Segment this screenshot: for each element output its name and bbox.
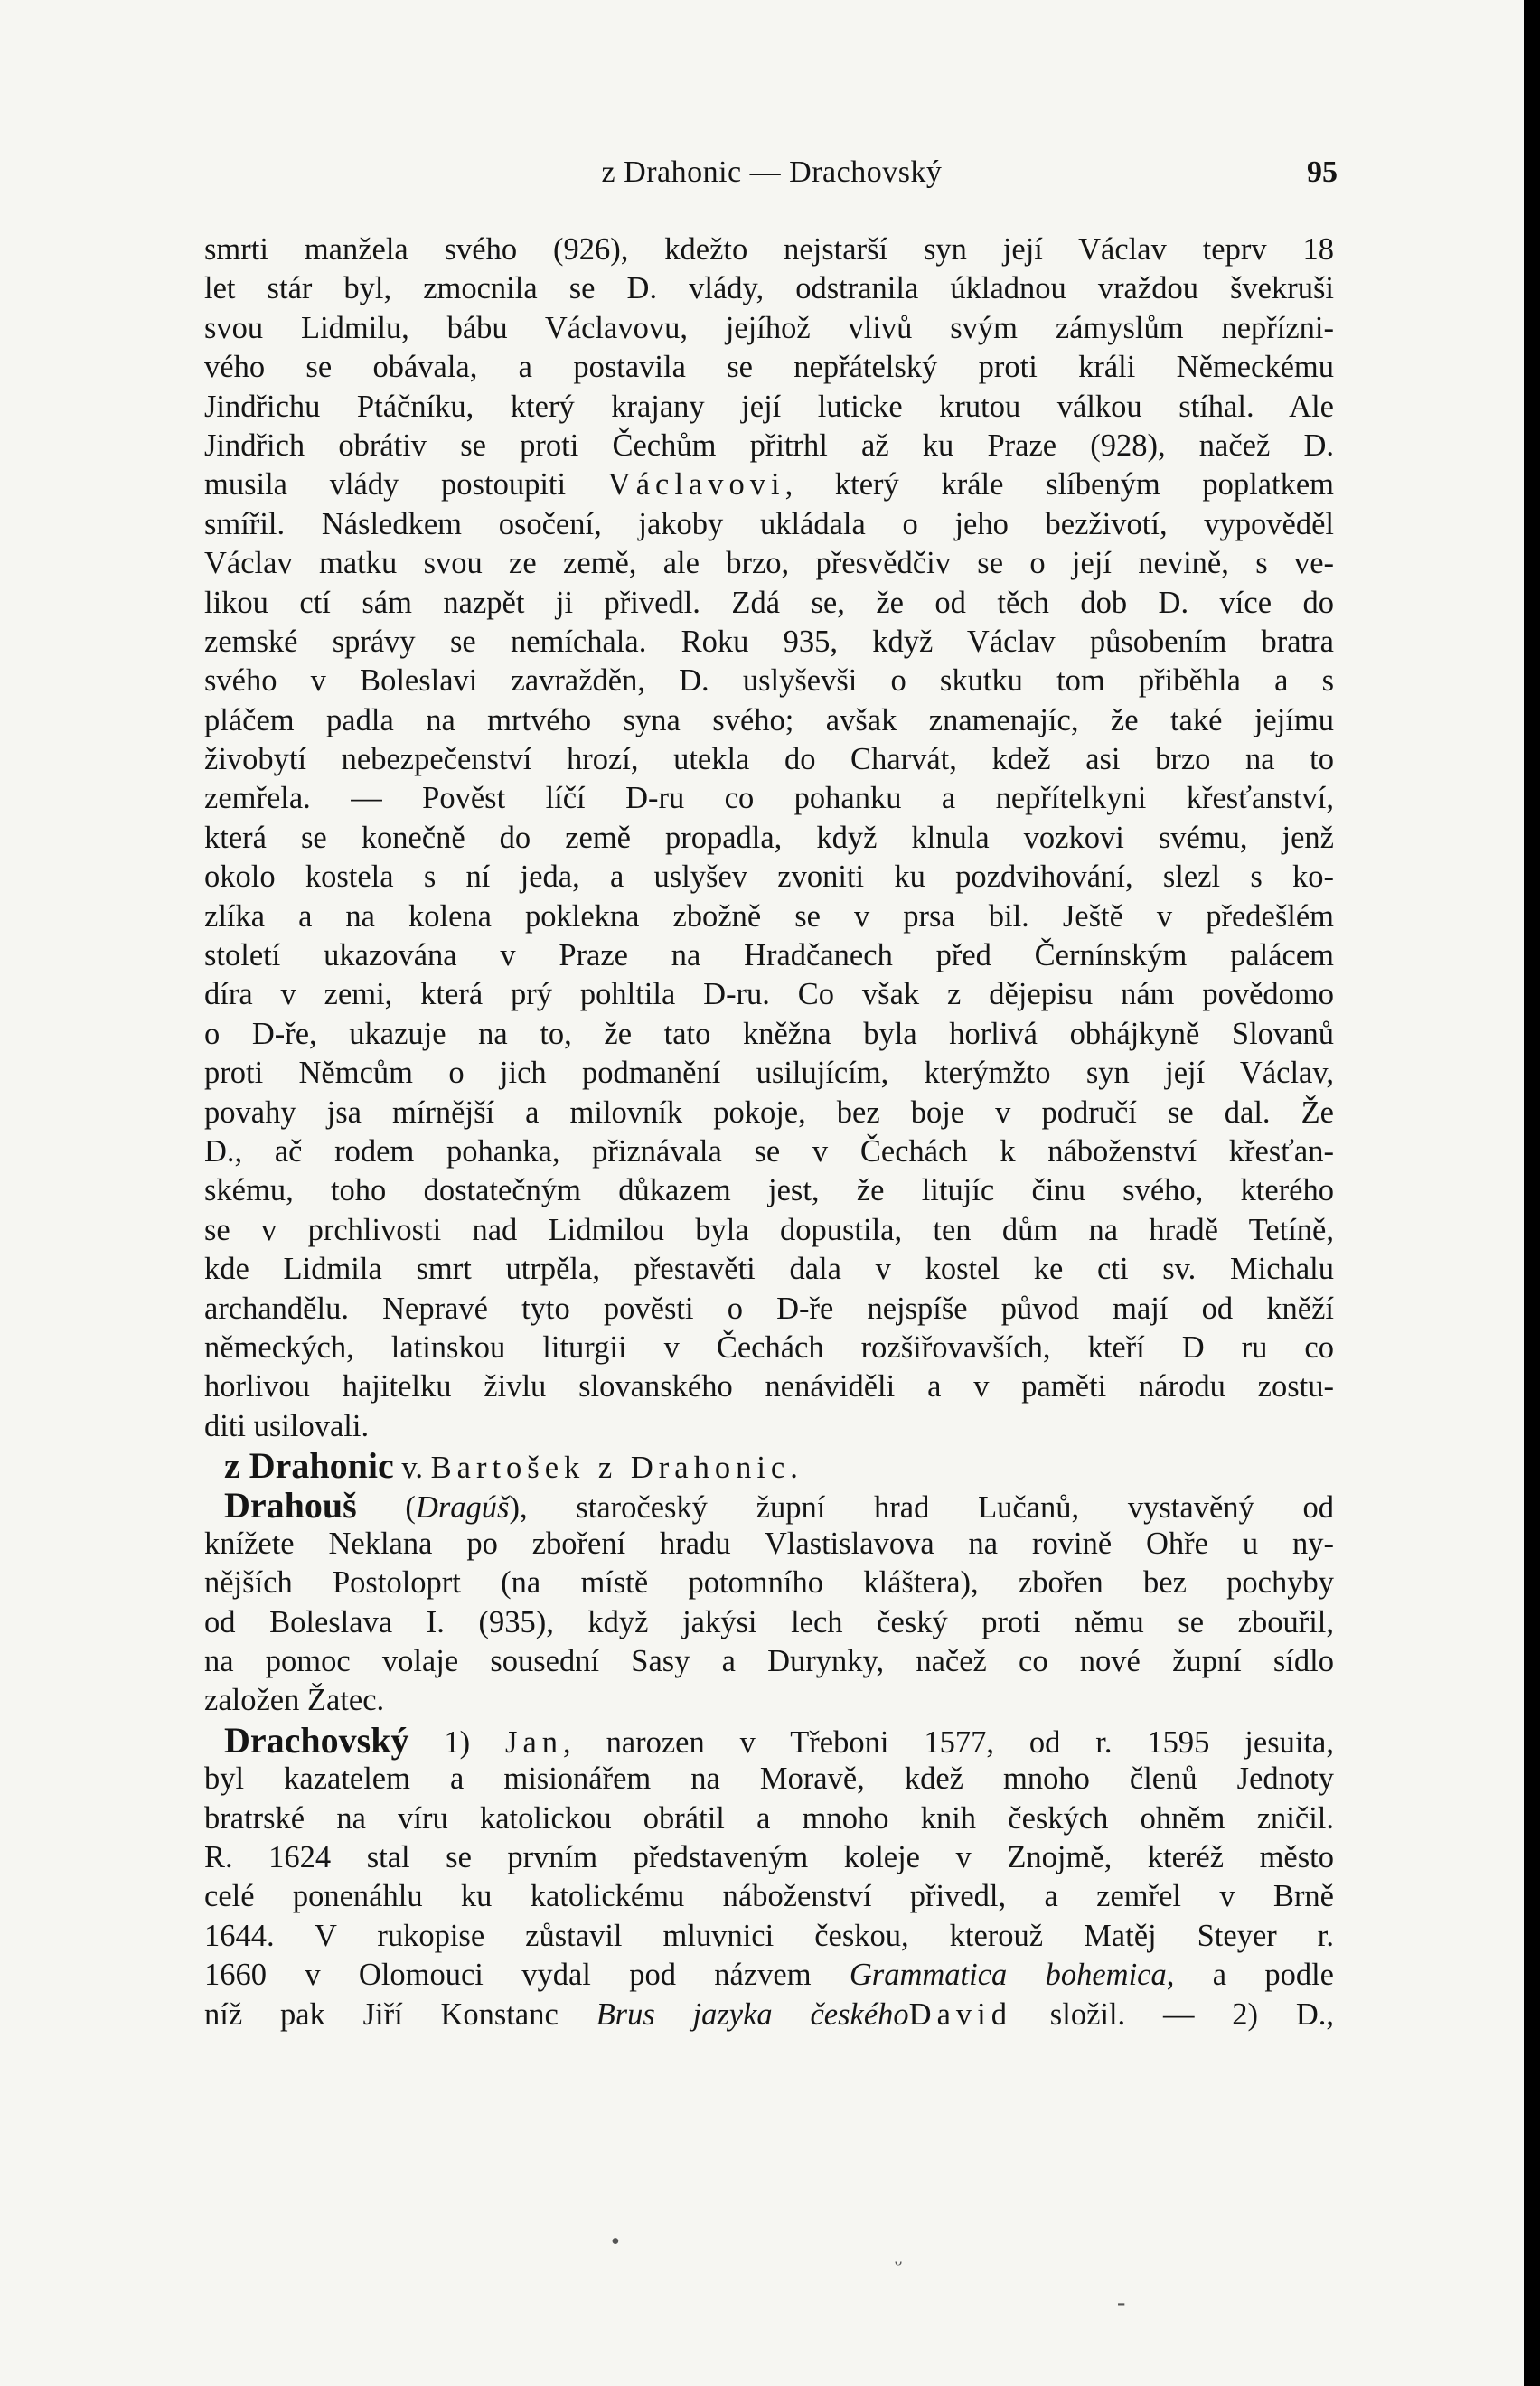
line-text: díra v zemi, která prý pohltila D-ru. Co však z dějepisu nám povědomo	[204, 977, 1334, 1012]
line-text: na pomoc volaje sousední Sasy a Durynky, načež co nové župní sídlo	[204, 1644, 1334, 1679]
line-text: celé ponenáhlu ku katolickému náboženství přivedl, a zemřel v Brně	[204, 1879, 1334, 1914]
line-text: se v prchlivosti nad Lidmilou byla dopustila, ten dům na hradě Tetíně,	[204, 1212, 1334, 1247]
line-text: (	[356, 1489, 416, 1525]
line-text: , narozen v Třeboni 1577, od r. 1595 jesuita,	[563, 1724, 1334, 1760]
line-text: , a podle	[1166, 1958, 1334, 1993]
text-line	[204, 348, 1334, 387]
text-line	[204, 1171, 1334, 1210]
line-text: svou Lidmilu, bábu Václavovu, jejíhož vlivů svým zámyslům nepřízni-	[204, 310, 1334, 345]
entry-headword: Drahouš	[224, 1484, 357, 1526]
text-line	[204, 1996, 1334, 2034]
line-text: archandělu. Nepravé tyto pověsti o D-ře nejspíše původ mají od kněží	[204, 1291, 1334, 1326]
line-text: která se konečně do země propadla, když klnula vozkovi svému, jenž	[204, 820, 1334, 855]
line-text: pláčem padla na mrtvého syna svého; avšak znamenajíc, že také jejímu	[204, 702, 1334, 737]
line-text: německých, latinskou liturgii v Čechách rozšiřovavších, kteří D ru co	[204, 1329, 1334, 1365]
line-text: níž pak Jiří Konstanc	[204, 1996, 596, 2032]
spaced-name: Bartošek z Drahonic	[430, 1451, 791, 1486]
text-line	[204, 269, 1334, 308]
line-text: okolo kostela s ní jeda, a uslyšev zvoniti ku pozdvihování, slezl s ko-	[204, 860, 1334, 895]
text-line	[204, 1956, 1334, 1995]
article-body	[204, 230, 1334, 2034]
running-head-title: z Drahonic — Drachovský	[601, 155, 943, 189]
print-speck: ᵕ	[895, 2250, 903, 2278]
italic-title: Grammatica bohemica	[849, 1958, 1167, 1993]
line-text: o D-ře, ukazuje na to, že tato kněžna byla horlivá obhájkyně Slovanů	[204, 1016, 1334, 1051]
text-line	[204, 779, 1334, 818]
text-line	[204, 1564, 1334, 1602]
text-line	[204, 701, 1334, 740]
line-text: složil. — 2)	[1012, 1996, 1296, 2032]
text-line	[204, 1290, 1334, 1329]
line-text: zemské správy se nemíchala. Roku 935, když Václav působením bratra	[204, 624, 1334, 659]
text-line	[204, 505, 1334, 544]
running-head	[206, 155, 1338, 202]
line-text: likou ctí sám nazpět ji přivedl. Zdá se, že od těch dob D. více do	[204, 585, 1334, 620]
text-line	[204, 1486, 1334, 1525]
line-text: .	[790, 1451, 798, 1486]
text-line	[204, 1094, 1334, 1132]
text-line	[204, 1054, 1334, 1093]
text-line	[204, 584, 1334, 623]
text-line	[204, 819, 1334, 858]
line-text: povahy jsa mírnější a milovník pokoje, bez boje v područí se dal. Že	[204, 1094, 1334, 1130]
text-line	[204, 1250, 1334, 1289]
text-line	[204, 1681, 1334, 1720]
line-text: D., ač rodem pohanka, přiznávala se v Čechách k náboženství křesťan-	[204, 1133, 1334, 1169]
text-line	[204, 936, 1334, 975]
text-line	[204, 427, 1334, 465]
entry-headword: z Drahonic	[224, 1445, 394, 1487]
line-text: od Boleslava I. (935), když jakýsi lech český proti němu se zbouřil,	[204, 1604, 1334, 1639]
text-line	[204, 1721, 1334, 1760]
text-line	[204, 1132, 1334, 1171]
line-text: století ukazována v Praze na Hradčanech před Černínským palácem	[204, 938, 1334, 973]
italic-title: Brus jazyka českého	[596, 1996, 909, 2032]
spaced-name: Václavovi	[607, 467, 785, 503]
line-text: 1)	[408, 1724, 506, 1760]
line-text: D.,	[1295, 1996, 1334, 2032]
line-text: živobytí nebezpečenství hrozí, utekla do Charvát, kdež asi brzo na to	[204, 742, 1334, 777]
spaced-name: Jan	[505, 1724, 564, 1760]
line-text: kde Lidmila smrt utrpěla, přestavěti dala v kostel ke cti sv. Michalu	[204, 1252, 1334, 1287]
text-line	[204, 858, 1334, 897]
text-line	[204, 1603, 1334, 1642]
line-text: musila vlády postoupiti	[204, 467, 608, 503]
text-line	[204, 1838, 1334, 1877]
line-text: vého se obávala, a postavila se nepřátelský proti králi Německému	[204, 350, 1334, 385]
line-text: R. 1624 stal se prvním představeným koleje v Znojmě, kteréž město	[204, 1840, 1334, 1875]
line-text: Václav matku svou ze země, ale brzo, přesvědčiv se o její nevině, s ve-	[204, 546, 1334, 581]
text-line	[204, 1329, 1334, 1367]
text-line	[204, 1799, 1334, 1838]
line-text: diti usilovali.	[204, 1408, 370, 1443]
print-speck: -	[1117, 2288, 1126, 2316]
line-text: 1644. V rukopise zůstavil mluvnici českou, kterouž Matěj Steyer r.	[204, 1918, 1334, 1953]
line-text: Jindřich obrátiv se proti Čechům přitrhl až ku Praze (928), načež D.	[204, 427, 1334, 463]
line-text: skému, toho dostatečným důkazem jest, že litujíc činu svého, kterého	[204, 1173, 1334, 1208]
line-text: smířil. Následkem osočení, jakoby ukládala o jeho bezživotí, vypověděl	[204, 506, 1334, 541]
line-text: 1660 v Olomouci vydal pod názvem	[204, 1958, 850, 1993]
line-text: založen Žatec.	[204, 1683, 385, 1718]
text-line	[204, 309, 1334, 348]
line-text: , který krále slíbeným poplatkem	[784, 467, 1334, 503]
line-text: svého v Boleslavi zavražděn, D. uslyševši o skutku tom přiběhla a s	[204, 663, 1334, 699]
line-text: let stár byl, zmocnila se D. vlády, odstranila úkladnou vraždou švekruši	[204, 271, 1334, 306]
line-text: zemřela. — Pověst líčí D-ru co pohanku a nepřítelkyni křesťanství,	[204, 781, 1334, 816]
line-text: bratrské na víru katolickou obrátil a mnoho knih českých ohněm zničil.	[204, 1800, 1334, 1836]
text-line	[204, 1367, 1334, 1406]
print-speck: •	[611, 2228, 620, 2256]
text-line	[204, 1760, 1334, 1799]
text-line	[204, 662, 1334, 700]
text-line	[204, 1446, 1334, 1485]
text-line	[204, 1211, 1334, 1250]
text-line	[204, 1407, 1334, 1446]
text-line	[204, 1917, 1334, 1956]
line-text: byl kazatelem a misionářem na Moravě, kdež mnoho členů Jednoty	[204, 1761, 1334, 1797]
text-line	[204, 544, 1334, 583]
line-text: smrti manžela svého (926), kdežto nejstarší syn její Václav teprv 18	[204, 232, 1334, 267]
line-text: proti Němcům o jich podmanění usilujícím, kterýmžto syn její Václav,	[204, 1056, 1334, 1091]
text-line	[204, 1877, 1334, 1916]
line-text: ), staročeský župní hrad Lučanů, vystavěný od	[509, 1489, 1335, 1525]
page-number: 95	[1307, 155, 1338, 189]
text-line	[204, 388, 1334, 427]
text-line	[204, 740, 1334, 779]
text-line	[204, 897, 1334, 936]
line-text: nějších Postoloprt (na místě potomního kláštera), zbořen bez pochyby	[204, 1565, 1334, 1601]
entry-headword: Drachovský	[224, 1719, 409, 1761]
italic-title: Dragúš	[415, 1489, 510, 1525]
text-line	[204, 1642, 1334, 1681]
line-text: v.	[393, 1451, 431, 1486]
text-line	[204, 975, 1334, 1014]
text-line	[204, 1015, 1334, 1054]
text-line	[204, 623, 1334, 662]
spaced-name: David	[908, 1996, 1012, 2032]
line-text: knížete Neklana po zboření hradu Vlastislavova na rovině Ohře u ny-	[204, 1526, 1334, 1561]
line-text: Jindřichu Ptáčníku, který krajany její luticke krutou válkou stíhal. Ale	[204, 389, 1334, 424]
text-line	[204, 465, 1334, 504]
text-line	[204, 230, 1334, 269]
line-text: horlivou hajitelku živlu slovanského nenáviděli a v paměti národu zostu-	[204, 1369, 1334, 1404]
line-text: zlíka a na kolena poklekna zbožně se v prsa bil. Ještě v předešlém	[204, 898, 1334, 934]
text-line	[204, 1525, 1334, 1564]
